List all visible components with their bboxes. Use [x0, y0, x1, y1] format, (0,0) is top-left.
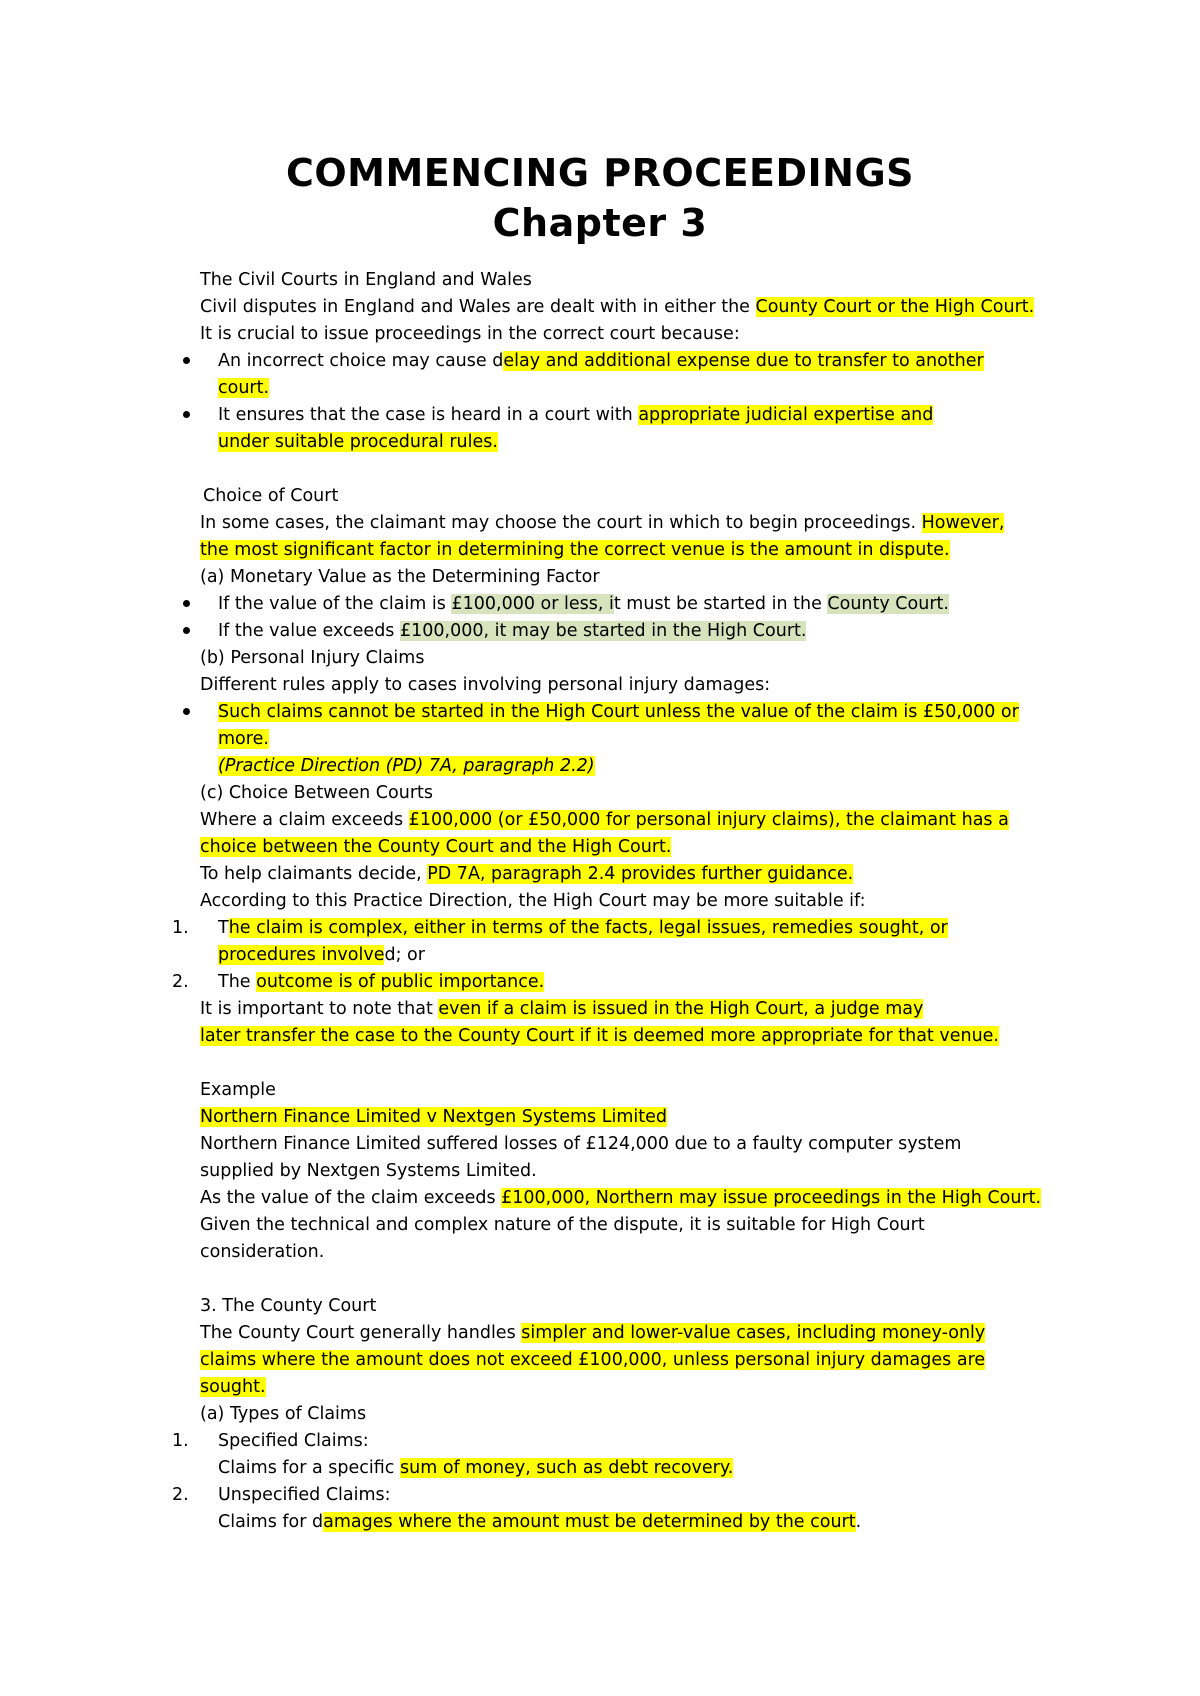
numbered-item-continued: procedures involved; or	[218, 945, 425, 965]
numbered-item: 2. The outcome is of public importance.	[200, 969, 1060, 996]
list-number: 2.	[172, 972, 189, 992]
paragraph: As the value of the claim exceeds £100,000, Northern may issue proceedings in the High Court.	[200, 1188, 1042, 1208]
bullet-icon	[183, 708, 190, 715]
numbered-item: 2. Unspecified Claims:	[200, 1482, 1060, 1509]
bullet-icon	[183, 411, 190, 418]
subheading-monetary-value: (a) Monetary Value as the Determining Factor	[200, 567, 600, 587]
numbered-item-continued: Claims for damages where the amount must be determined by the court.	[218, 1512, 862, 1532]
bullet-icon	[183, 357, 190, 364]
list-number: 1.	[172, 1431, 189, 1451]
document-title: COMMENCING PROCEEDINGS	[285, 151, 915, 195]
bullet-item-continued: court.	[218, 378, 270, 398]
bullet-item: Such claims cannot be started in the High Court unless the value of the claim is £50,000 or	[200, 699, 1060, 726]
paragraph: choice between the County Court and the High Court.	[200, 837, 672, 857]
paragraph: It is crucial to issue proceedings in the correct court because:	[200, 324, 740, 344]
paragraph: consideration.	[200, 1242, 325, 1262]
paragraph: Where a claim exceeds £100,000 (or £50,000 for personal injury claims), the claimant has a	[200, 810, 1009, 830]
list-number: 1.	[172, 918, 189, 938]
bullet-item: If the value of the claim is £100,000 or less, it must be started in the County Court.	[200, 591, 1060, 618]
bullet-item: An incorrect choice may cause delay and additional expense due to transfer to another	[200, 348, 1060, 375]
document-body	[172, 267, 1060, 1536]
paragraph: Northern Finance Limited suffered losses of £124,000 due to a faulty computer system	[200, 1134, 962, 1154]
bullet-icon	[183, 600, 190, 607]
section-heading-civil-courts: The Civil Courts in England and Wales	[200, 270, 532, 290]
section-heading-choice-of-court: Choice of Court	[203, 486, 339, 506]
bullet-item-continued: more.	[218, 729, 269, 749]
bullet-item-continued: under suitable procedural rules.	[218, 432, 498, 452]
paragraph: claims where the amount does not exceed £100,000, unless personal injury damages are	[200, 1350, 986, 1370]
numbered-item: 1. The claim is complex, either in terms of the facts, legal issues, remedies sought, or	[200, 915, 1060, 942]
paragraph: later transfer the case to the County Court if it is deemed more appropriate for that venue.	[200, 1026, 999, 1046]
subheading-types-of-claims: (a) Types of Claims	[200, 1404, 367, 1424]
citation: (Practice Direction (PD) 7A, paragraph 2.2)	[218, 756, 595, 776]
numbered-item-continued: Claims for a specific sum of money, such as debt recovery.	[218, 1458, 734, 1478]
paragraph: The County Court generally handles simpler and lower-value cases, including money-only	[200, 1323, 986, 1343]
paragraph: sought.	[200, 1377, 266, 1397]
case-name: Northern Finance Limited v Nextgen Systems Limited	[200, 1107, 667, 1127]
numbered-item: 1. Specified Claims:	[200, 1428, 1060, 1455]
paragraph: Civil disputes in England and Wales are dealt with in either the County Court or the High Court.	[200, 297, 1035, 317]
paragraph: the most significant factor in determining the correct venue is the amount in dispute.	[200, 540, 950, 560]
paragraph: According to this Practice Direction, the High Court may be more suitable if:	[200, 891, 866, 911]
paragraph: In some cases, the claimant may choose the court in which to begin proceedings. However,	[200, 513, 1005, 533]
subheading-choice-between-courts: (c) Choice Between Courts	[200, 783, 433, 803]
list-number: 2.	[172, 1485, 189, 1505]
paragraph: Given the technical and complex nature of the dispute, it is suitable for High Court	[200, 1215, 925, 1235]
chapter-subtitle: Chapter 3	[492, 201, 708, 245]
section-heading-county-court: 3. The County Court	[200, 1296, 377, 1316]
bullet-icon	[183, 627, 190, 634]
section-heading-example: Example	[200, 1080, 276, 1100]
paragraph: To help claimants decide, PD 7A, paragraph 2.4 provides further guidance.	[200, 864, 854, 884]
paragraph: Different rules apply to cases involving personal injury damages:	[200, 675, 771, 695]
bullet-item: If the value exceeds £100,000, it may be started in the High Court.	[200, 618, 1060, 645]
bullet-item: It ensures that the case is heard in a court with appropriate judicial expertise and	[200, 402, 1060, 429]
subheading-personal-injury: (b) Personal Injury Claims	[200, 648, 425, 668]
paragraph: It is important to note that even if a claim is issued in the High Court, a judge may	[200, 999, 924, 1019]
paragraph: supplied by Nextgen Systems Limited.	[200, 1161, 537, 1181]
